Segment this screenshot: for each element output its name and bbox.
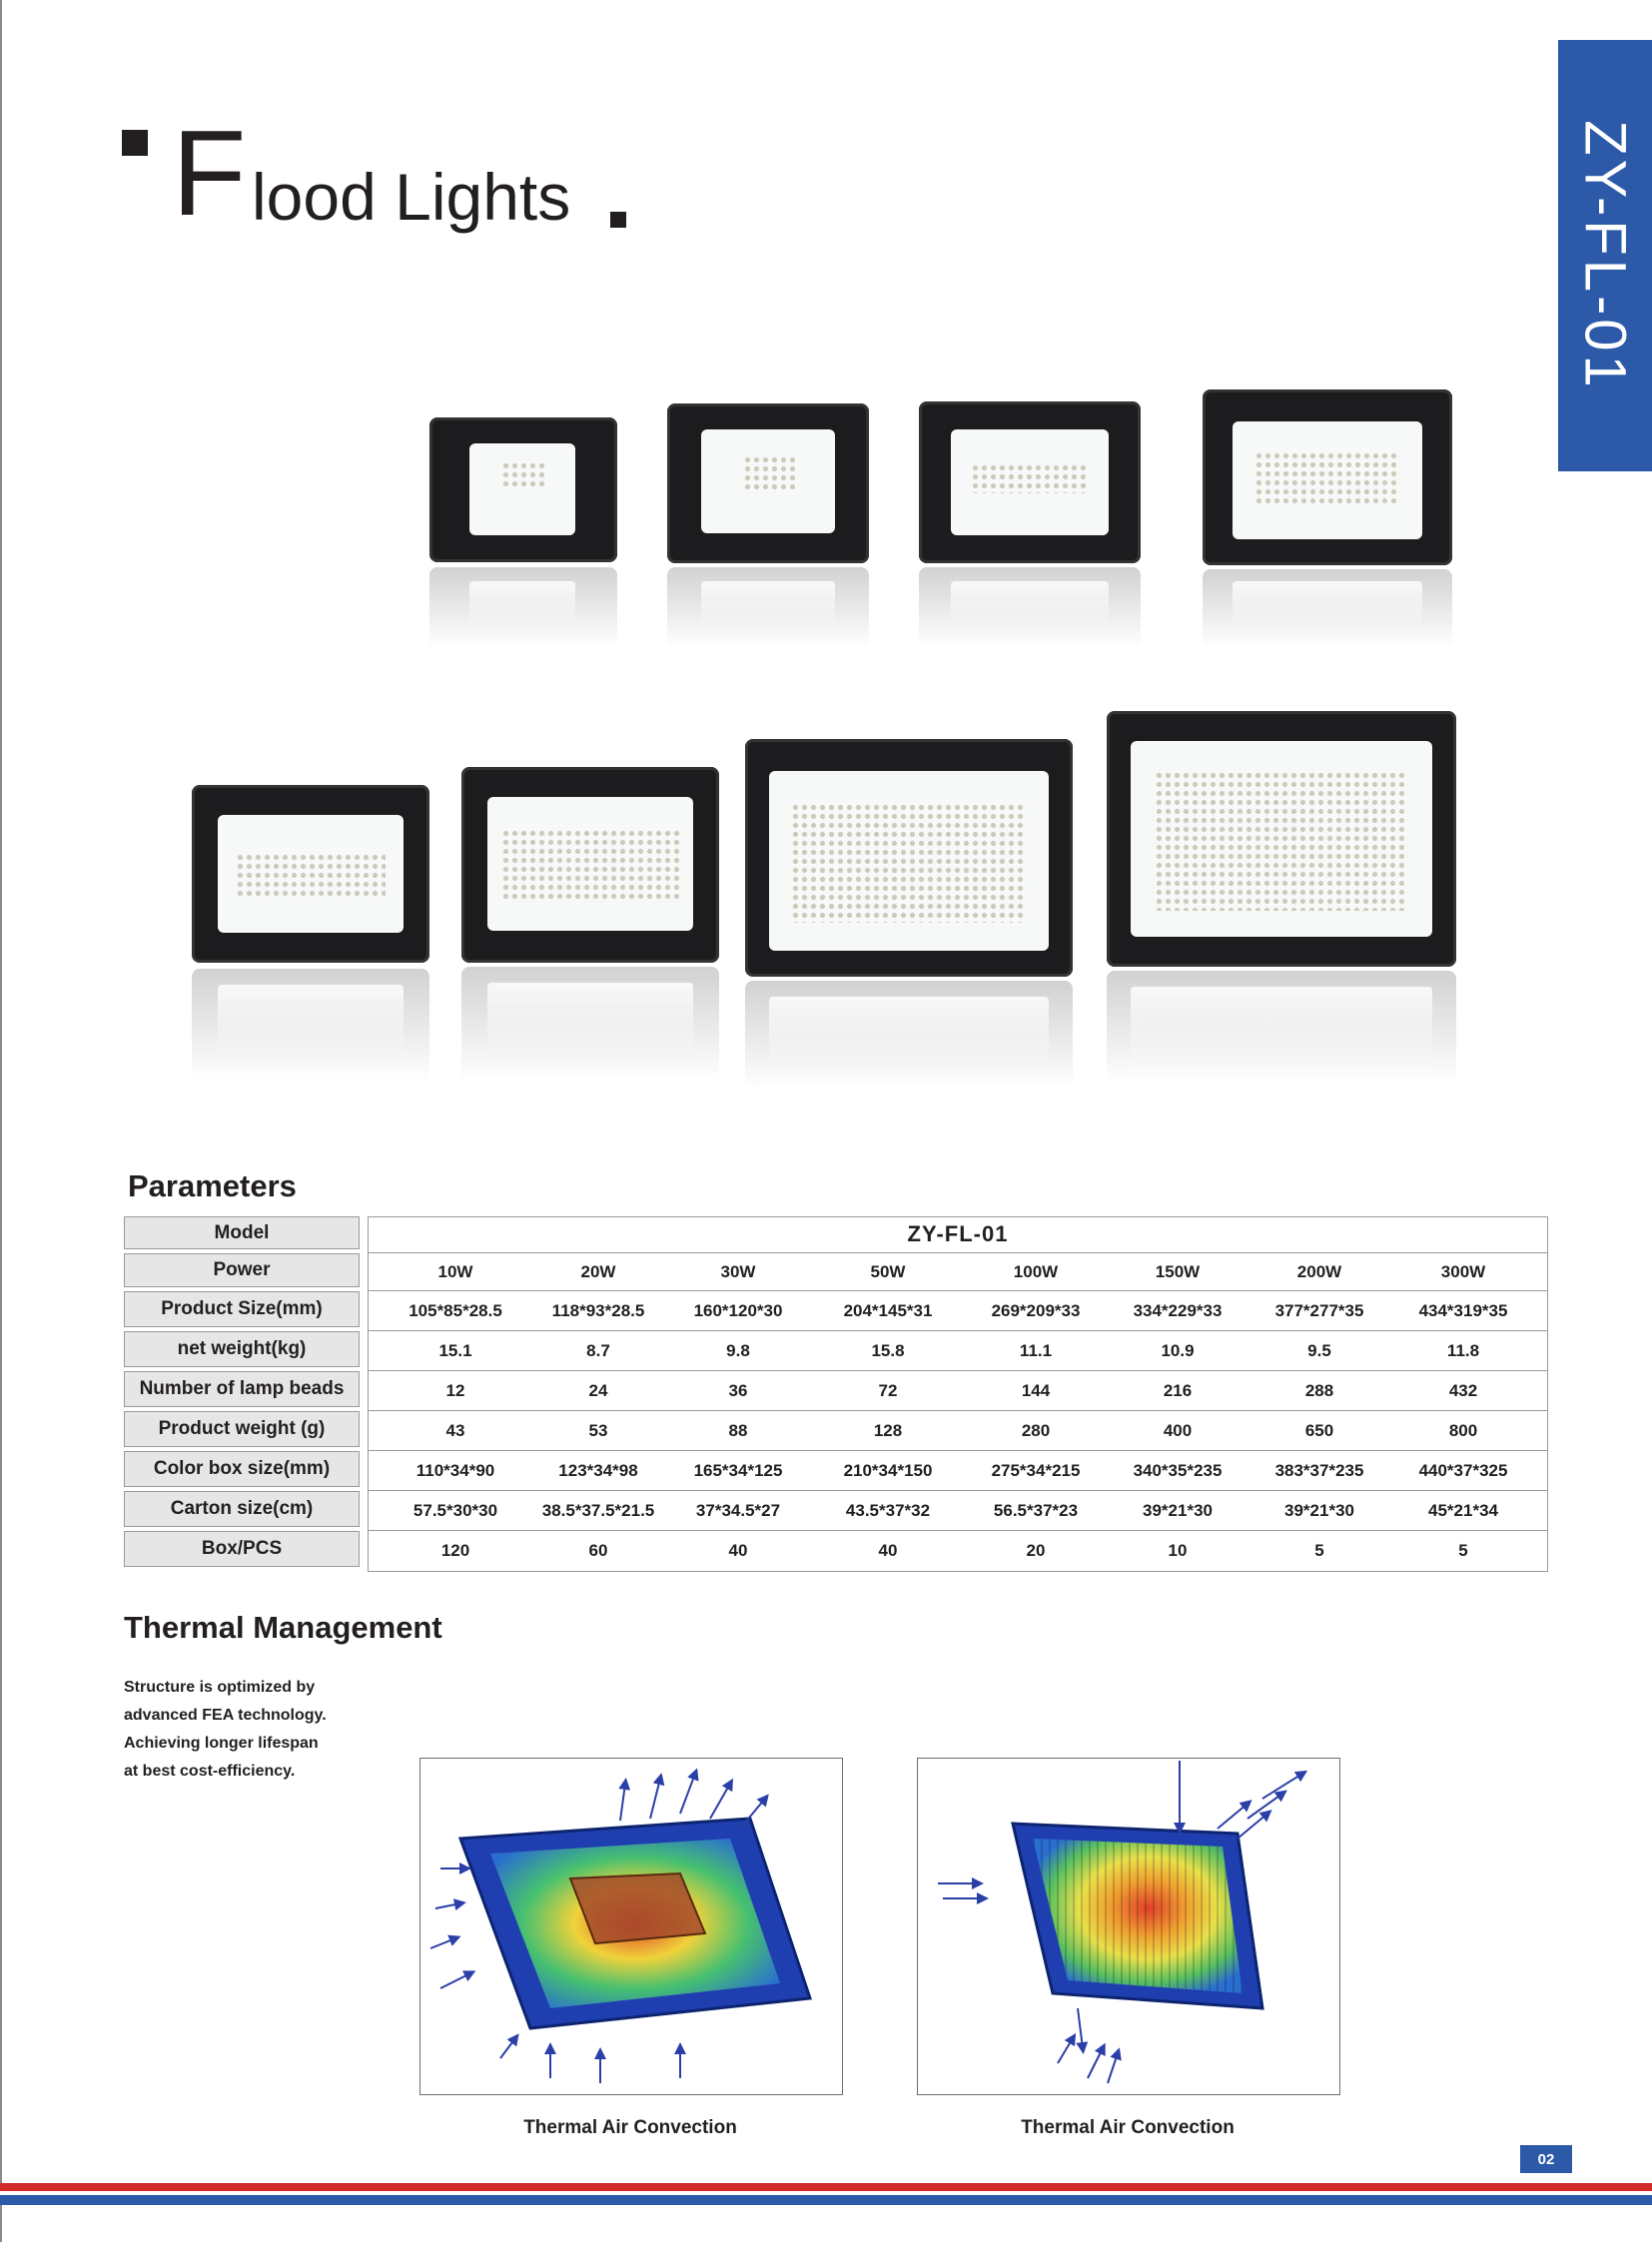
flood-light-image: [192, 785, 429, 963]
label-power: Power: [124, 1253, 360, 1287]
table-cell: 11.1: [1019, 1340, 1053, 1360]
product-50w: [1203, 389, 1452, 667]
product-reflection: [429, 567, 617, 667]
label-product-weight: Product weight (g): [124, 1411, 360, 1447]
side-tab-label: ZY-FL-01: [1572, 120, 1638, 391]
table-cell: 165*34*125: [693, 1460, 783, 1480]
page-number: 02: [1520, 2145, 1572, 2173]
table-cell: 204*145*31: [843, 1300, 933, 1320]
table-cell: 11.8: [1446, 1340, 1480, 1360]
product-200w: [745, 739, 1073, 1117]
table-row-net-weight: [369, 1330, 1547, 1370]
table-cell: 440*37*325: [1418, 1460, 1508, 1480]
flood-light-image: [745, 739, 1073, 977]
table-row-power: [369, 1252, 1547, 1290]
table-cell: 30W: [720, 1261, 756, 1281]
table-cell: 383*37*235: [1274, 1460, 1364, 1480]
title-end-mark: [610, 212, 626, 228]
table-cell: 15.8: [871, 1340, 905, 1360]
table-cell: 340*35*235: [1133, 1460, 1223, 1480]
table-cell: 5: [1314, 1540, 1324, 1560]
left-edge-rule: [0, 0, 2, 2242]
table-cell: 88: [728, 1420, 748, 1440]
table-cell: 45*21*34: [1428, 1500, 1498, 1520]
label-model: Model: [124, 1216, 360, 1249]
table-cell: 20: [1026, 1540, 1046, 1560]
table-cell: 105*85*28.5: [409, 1300, 502, 1320]
table-cell: 15.1: [438, 1340, 472, 1360]
table-row-lamp-beads: [369, 1370, 1547, 1410]
table-cell: 300W: [1440, 1261, 1486, 1281]
table-cell: 40: [728, 1540, 748, 1560]
table-cell: 56.5*37*23: [993, 1500, 1079, 1520]
table-cell: 5: [1458, 1540, 1468, 1560]
table-cell: 50W: [870, 1261, 906, 1281]
table-cell: 37*34.5*27: [695, 1500, 781, 1520]
table-cell: 10: [1168, 1540, 1188, 1560]
table-cell: 144: [1021, 1380, 1051, 1400]
table-cell: 377*277*35: [1274, 1300, 1364, 1320]
table-row-product-size: [369, 1290, 1547, 1330]
label-box-pcs: Box/PCS: [124, 1531, 360, 1567]
flood-light-image: [667, 403, 869, 563]
parameters-table: [368, 1216, 1548, 1572]
table-cell: 43: [445, 1420, 465, 1440]
product-reflection: [745, 981, 1073, 1117]
table-row-box-pcs: [369, 1530, 1547, 1570]
table-cell: 9.8: [726, 1340, 750, 1360]
table-cell: 53: [588, 1420, 608, 1440]
table-cell: 275*34*215: [991, 1460, 1081, 1480]
product-100w: [192, 785, 429, 1117]
product-150w: [461, 767, 719, 1117]
description-line: at best cost-efficiency.: [124, 1763, 296, 1780]
table-cell: 12: [445, 1380, 465, 1400]
product-10w: [429, 417, 617, 667]
product-30w: [919, 401, 1141, 667]
thermal-description: [124, 1674, 423, 1786]
product-reflection: [1203, 569, 1452, 667]
table-cell: 57.5*30*30: [413, 1500, 498, 1520]
table-cell: 160*120*30: [693, 1300, 783, 1320]
table-cell: 43.5*37*32: [845, 1500, 931, 1520]
table-cell: 39*21*30: [1143, 1500, 1213, 1520]
table-cell: 100W: [1013, 1261, 1059, 1281]
flood-light-image: [1203, 389, 1452, 565]
flood-light-image: [429, 417, 617, 562]
label-product-size: Product Size(mm): [124, 1291, 360, 1327]
table-cell: 72: [878, 1380, 898, 1400]
product-20w: [667, 403, 869, 667]
table-cell: 10.9: [1161, 1340, 1195, 1360]
table-cell: 650: [1304, 1420, 1334, 1440]
table-cell: 9.5: [1307, 1340, 1331, 1360]
table-cell: 288: [1304, 1380, 1334, 1400]
product-reflection: [461, 967, 719, 1109]
table-cell: 10W: [437, 1261, 473, 1281]
table-cell: 110*34*90: [415, 1460, 495, 1480]
table-cell: 118*93*28.5: [551, 1300, 645, 1320]
table-cell: 40: [878, 1540, 898, 1560]
parameters-heading: Parameters: [128, 1168, 297, 1203]
label-lamp-beads: Number of lamp beads: [124, 1371, 360, 1407]
product-reflection: [1107, 971, 1456, 1111]
table-cell: 38.5*37.5*21.5: [541, 1500, 655, 1520]
caption-left: Thermal Air Convection: [523, 2117, 737, 2138]
table-cell: 200W: [1296, 1261, 1342, 1281]
table-cell: 269*209*33: [991, 1300, 1081, 1320]
footer-stripe-blue: [0, 2195, 1652, 2205]
thermal-simulation-left: [419, 1758, 843, 2095]
product-reflection: [667, 567, 869, 667]
table-cell: 432: [1448, 1380, 1478, 1400]
title-square-mark: [122, 130, 148, 156]
table-cell: 128: [873, 1420, 903, 1440]
table-row-color-box-size: [369, 1450, 1547, 1490]
table-cell: 8.7: [586, 1340, 610, 1360]
model-side-tab: [1558, 40, 1652, 471]
label-net-weight: net weight(kg): [124, 1331, 360, 1367]
table-row-carton-size: [369, 1490, 1547, 1530]
label-color-box-size: Color box size(mm): [124, 1451, 360, 1487]
table-cell: 800: [1448, 1420, 1478, 1440]
table-row-product-weight: [369, 1410, 1547, 1450]
flood-light-image: [461, 767, 719, 963]
thermal-simulation-right: [917, 1758, 1340, 2095]
thermal-heading: Thermal Management: [124, 1610, 442, 1645]
table-cell: 20W: [580, 1261, 616, 1281]
product-reflection: [919, 567, 1141, 667]
table-cell: 36: [728, 1380, 748, 1400]
flood-light-image: [1107, 711, 1456, 967]
label-carton-size: Carton size(cm): [124, 1491, 360, 1527]
model-value: ZY-FL-01: [907, 1220, 1009, 1246]
table-cell: 150W: [1155, 1261, 1201, 1281]
flood-light-image: [919, 401, 1141, 563]
table-cell: 120: [440, 1540, 470, 1560]
description-line: Achieving longer lifespan: [124, 1735, 319, 1752]
table-cell: 24: [588, 1380, 608, 1400]
caption-right: Thermal Air Convection: [1021, 2117, 1235, 2138]
product-300w: [1107, 711, 1456, 1117]
table-cell: 210*34*150: [843, 1460, 933, 1480]
table-cell: 280: [1021, 1420, 1051, 1440]
table-cell: 400: [1163, 1420, 1193, 1440]
table-cell: 60: [588, 1540, 608, 1560]
table-cell: 334*229*33: [1133, 1300, 1223, 1320]
table-cell: 123*34*98: [558, 1460, 638, 1480]
description-line: advanced FEA technology.: [124, 1707, 327, 1724]
product-reflection: [192, 969, 429, 1109]
table-cell: 39*21*30: [1284, 1500, 1354, 1520]
footer-stripe-red: [0, 2183, 1652, 2191]
title-text: lood Lights: [252, 160, 571, 234]
table-cell: 216: [1163, 1380, 1193, 1400]
title-initial: F: [172, 105, 247, 241]
description-line: Structure is optimized by: [124, 1679, 316, 1696]
table-cell: 434*319*35: [1418, 1300, 1508, 1320]
